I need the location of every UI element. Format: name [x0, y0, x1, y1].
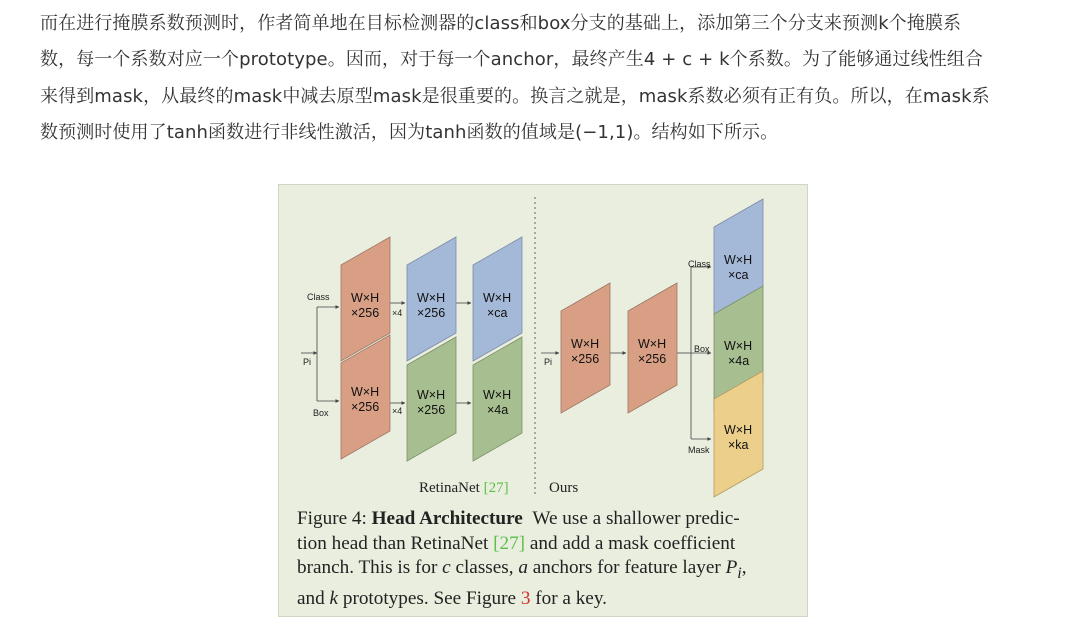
svg-text:W×H: W×H — [483, 291, 512, 305]
svg-text:×4a: ×4a — [728, 354, 750, 368]
svg-text:W×H: W×H — [638, 337, 667, 351]
svg-text:×ca: ×ca — [728, 268, 749, 282]
figure-caption: Figure 4: Head Architecture We use a shallower predic- tion head than RetinaNet [27] and add a mask coefficient branch. This is for c classes, a anchors for feature layer $P_i$, and k prototypes. See Figure 3 for a key. — [297, 508, 747, 609]
svg-text:W×H: W×H — [724, 339, 753, 353]
retinanet-box-repeat: ×4 — [392, 406, 403, 416]
ours-box-label: Box — [694, 344, 710, 354]
svg-text:×256: ×256 — [417, 306, 446, 320]
svg-text:W×H: W×H — [724, 423, 753, 437]
svg-text:W×H: W×H — [483, 388, 512, 402]
svg-text:W×H: W×H — [417, 388, 446, 402]
retinanet-class-label: Class — [307, 292, 330, 302]
svg-text:×4a: ×4a — [487, 403, 509, 417]
retinanet-ref: [27] — [483, 480, 509, 496]
paragraph-line-3: 来得到mask，从最终的mask中减去原型mask是很重要的。换言之就是，mask系数必须有正有负。所以，在mask系 — [40, 85, 990, 107]
paragraph-line-2: 数，每一个系数对应一个prototype。因而，对于每一个anchor，最终产生4 + c + k个系数。为了能够通过线性组合 — [40, 49, 983, 71]
retinanet-name: RetinaNet [27] — [419, 480, 509, 496]
ours-shared-block-2 — [628, 283, 677, 413]
svg-text:W×H: W×H — [351, 291, 380, 305]
svg-text:×ca: ×ca — [487, 306, 508, 320]
caption-title: Head Architecture — [371, 508, 523, 529]
retinanet-class-repeat: ×4 — [392, 308, 403, 318]
svg-text:×256: ×256 — [351, 400, 380, 414]
ours-mask-label: Mask — [688, 445, 710, 455]
retinanet-input-label: Pi — [303, 357, 312, 367]
ours-input-label: Pi — [544, 357, 553, 367]
body-paragraph — [40, 6, 1050, 152]
ours-shared-block-1 — [561, 283, 610, 413]
ours-name: Ours — [549, 480, 579, 496]
caption-ref-retinanet[interactable]: [27] — [493, 532, 526, 554]
paragraph-line-4: 数预测时使用了tanh函数进行非线性激活，因为tanh函数的值域是(−1,1)。结构如下所示。 — [40, 122, 779, 144]
svg-text:×256: ×256 — [417, 403, 446, 417]
caption-label: Figure 4: — [297, 508, 367, 529]
ours-class-label: Class — [688, 259, 711, 269]
svg-text:×256: ×256 — [571, 352, 600, 366]
head-architecture-figure — [278, 184, 808, 617]
retinanet-box-label: Box — [313, 408, 329, 418]
svg-text:×256: ×256 — [638, 352, 667, 366]
svg-text:W×H: W×H — [571, 337, 600, 351]
svg-text:W×H: W×H — [351, 385, 380, 399]
svg-text:×256: ×256 — [351, 306, 380, 320]
svg-text:W×H: W×H — [417, 291, 446, 305]
svg-text:W×H: W×H — [724, 253, 753, 267]
paragraph-line-1: 而在进行掩膜系数预测时，作者简单地在目标检测器的class和box分支的基础上，添加第三个分支来预测k个掩膜系 — [40, 13, 962, 34]
caption-ref-figure-3[interactable]: 3 — [520, 587, 531, 609]
svg-text:×ka: ×ka — [728, 438, 749, 452]
